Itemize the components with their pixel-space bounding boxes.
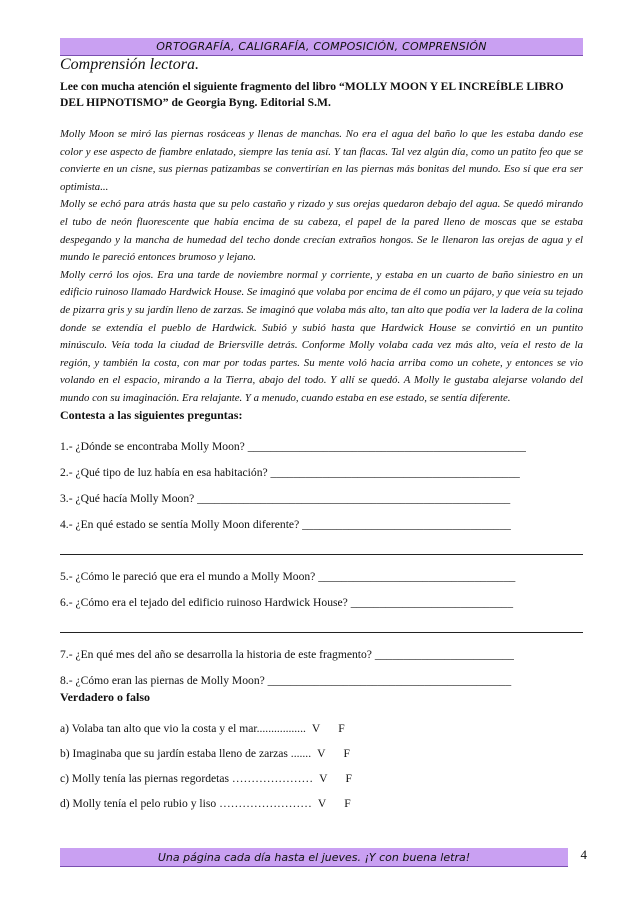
intro-instructions: Lee con mucha atención el siguiente fragmento del libro “MOLLY MOON Y EL INCREÍBLE LIBRO DEL HIPNOTISMO” de Georgia Byng. Editorial S.M. (60, 80, 564, 109)
question-3: 3.- ¿Qué hacía Molly Moon? ______________________________________________________ (60, 492, 511, 505)
true-option: V (317, 797, 327, 810)
true-false-heading: Verdadero o falso (60, 690, 150, 704)
page-title: Comprensión lectora. (60, 56, 199, 73)
false-option: F (345, 772, 352, 785)
passage-paragraph: Molly cerró los ojos. Era una tarde de noviembre normal y corriente, y estaba en un cuarto de baño siniestro en un edificio ruinoso llamado Hardwick House. Se imaginó que volaba por encima de él como un pájaro, y que veía su tejado de pizarra gris y su jardín lleno de zarzas. Se imaginó que volaba más alto, tan alto que podía ver la ladera de la colina donde se extendía el pueblo de Hardwick. Subió y subió hasta que Hardwick House se convirtió en un puntito minúsculo. Veía toda la ciudad de Briersville detrás. Conforme Molly volaba cada vez más alto, veía el resto de la región, y también la costa, con mar por todas partes. Su mente voló hacia arriba como un cohete, y entonces se vio volando en el espacio, mirando a la Tierra, abajo del todo. Y allí se quedó. A Molly le gustaba alejarse volando del mundo con su imaginación. Era relajante. Y a menudo, cuando estaba en ese estado, se sentía diferente. (60, 268, 583, 404)
statement-text: b) Imaginaba que su jardín estaba lleno de zarzas ....... (60, 747, 312, 760)
page-number: 4 (580, 847, 587, 862)
true-false-item (60, 747, 350, 760)
statement-text: d) Molly tenía el pelo rubio y liso …………………… (60, 797, 312, 810)
true-false-item (60, 772, 352, 785)
true-option: V (317, 747, 326, 760)
true-false-item (60, 722, 345, 735)
question-6: 6.- ¿Cómo era el tejado del edificio ruinoso Hardwick House? ____________________________ (60, 596, 514, 609)
question-4: 4.- ¿En qué estado se sentía Molly Moon diferente? ____________________________________ (60, 518, 511, 531)
true-option: V (311, 722, 321, 735)
header-banner: ORTOGRAFÍA, CALIGRAFÍA, COMPOSICIÓN, COMPRENSIÓN (60, 38, 583, 56)
true-false-item (60, 797, 351, 810)
question-1: 1.- ¿Dónde se encontraba Molly Moon? ________________________________________________ (60, 440, 526, 453)
question-2: 2.- ¿Qué tipo de luz había en esa habitación? ___________________________________________ (60, 466, 520, 479)
footer-banner: Una página cada día hasta el jueves. ¡Y con buena letra! (60, 848, 568, 867)
true-option: V (319, 772, 328, 785)
questions-heading: Contesta a las siguientes preguntas: (60, 408, 243, 422)
false-option: F (338, 722, 345, 735)
question-8: 8.- ¿Cómo eran las piernas de Molly Moon? __________________________________________ (60, 674, 512, 687)
question-7: 7.- ¿En qué mes del año se desarrolla la historia de este fragmento? ________________________ (60, 648, 514, 661)
false-option: F (343, 747, 350, 760)
statement-text: a) Volaba tan alto que vio la costa y el mar................. (60, 722, 306, 735)
reading-passage (60, 126, 583, 408)
answer-line (60, 632, 583, 633)
false-option: F (344, 797, 351, 810)
answer-line (60, 554, 583, 555)
statement-text: c) Molly tenía las piernas regordetas ………………… (60, 772, 314, 785)
question-5: 5.- ¿Cómo le pareció que era el mundo a Molly Moon? __________________________________ (60, 570, 516, 583)
passage-paragraph: Molly se echó para atrás hasta que su pelo castaño y rizado y sus orejas quedaron debajo del agua. Se quedó mirando el tubo de neón fluorescente que había encima de su cabeza, el papel de la pared lleno de moscas que se estaba despegando y la mancha de humedad del techo donde crecían extraños hongos. Se le llenaron las orejas de agua y el mundo le pareció entonces brumoso y lejano. (60, 198, 583, 264)
passage-paragraph: Molly Moon se miró las piernas rosáceas y llenas de manchas. No era el agua del baño lo que les estaba dando ese color y ese aspecto de fiambre enlatado, siempre las tenía así. Y tan flacas. Tal vez algún día, como un patito feo que se convierte en un cisne, sus piernas patizambas se convertirían en las piernas más bonitas del mundo. Eso sí que era ser optimista... (60, 128, 583, 193)
